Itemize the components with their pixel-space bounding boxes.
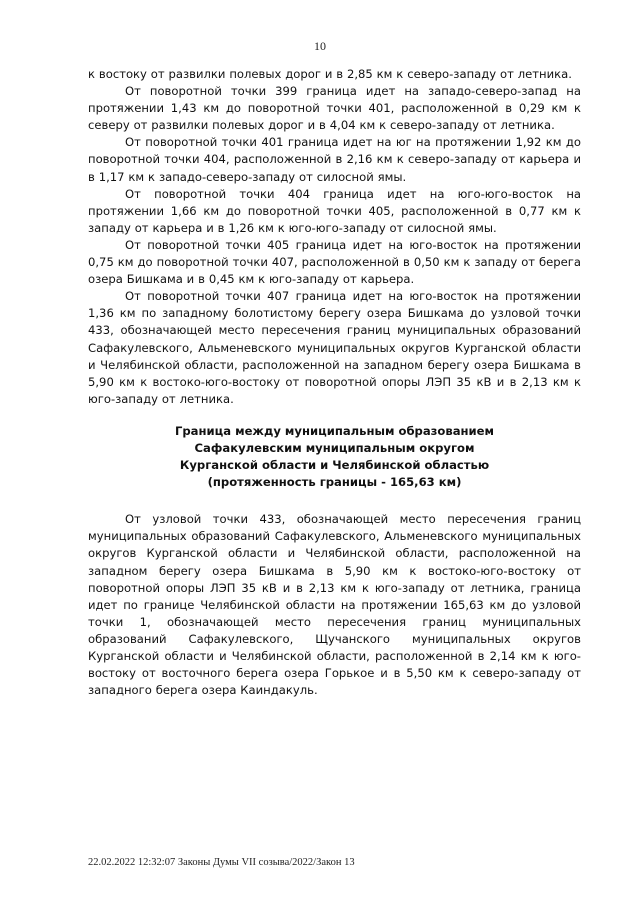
paragraph-point-404: От поворотной точки 404 граница идет на юго-юго-восток на протяжении 1,66 км до поворотной точки 405, расположенной в 0,77 км к западу от карьера и в 1,26 км к юго-юго-западу от силосной ямы. <box>88 186 581 235</box>
page-number: 10 <box>314 39 326 53</box>
heading-line-3: Курганской области и Челябинской областью <box>179 458 490 473</box>
paragraph-point-407: От поворотной точки 407 граница идет на юго-восток на протяжении 1,36 км по западному болотистому берегу озера Бишкама до узловой точки 433, обозначающей место пересечения границ муниципальных образований Сафакулевского, Альменевского муниципальных округов Курганской области и Челябинской области, расположенной на западном берегу озера Бишкама в 5,90 км к востоко-юго-востоку от поворотной опоры ЛЭП 35 кВ и в 2,13 км к юго-западу от летника. <box>88 289 581 406</box>
section-heading <box>88 423 581 491</box>
document-footer: 22.02.2022 12:32:07 Законы Думы VII созыва/2022/Закон 13 <box>88 857 355 868</box>
paragraph-point-399: От поворотной точки 399 граница идет на западо-северо-запад на протяжении 1,43 км до поворотной точки 401, расположенной в 0,29 км к северу от развилки полевых дорог и в 4,04 км к северо-западу от летника. <box>88 84 581 133</box>
heading-line-2: Сафакулевским муниципальным округом <box>194 440 475 455</box>
paragraph-point-405: От поворотной точки 405 граница идет на юго-восток на протяжении 0,75 км до поворотной точки 407, расположенной в 0,50 км к западу от берега озера Бишкама и в 0,45 км к юго-западу от карьера. <box>88 237 581 287</box>
document-body <box>88 66 581 699</box>
heading-line-1: Граница между муниципальным образованием <box>175 423 494 438</box>
paragraph-node-433: От узловой точки 433, обозначающей место пересечения границ муниципальных образований Сафакулевского, Альменевского муниципальных округов Курганской области и Челябинской области, расположенной на западном берегу озера Бишкама в 5,90 км к востоко-юго-востоку от поворотной опоры ЛЭП 35 кВ и в 2,13 км к юго-западу от летника, граница идет по границе Челябинской области на протяжении 165,63 км до узловой точки 1, обозначающей место пересечения границ муниципальных образований Сафакулевского, Щучанского муниципальных округов Курганской области и Челябинской области, расположенной в 2,14 км к юго-востоку от восточного берега озера Горькое и в 5,50 км к северо-западу от западного берега озера Каиндакуль. <box>88 512 581 698</box>
paragraph-continuation: к востоку от развилки полевых дорог и в 2,85 км к северо-западу от летника. <box>88 67 572 81</box>
paragraph-point-401: От поворотной точки 401 граница идет на юг на протяжении 1,92 км до поворотной точки 404, расположенной в 2,16 км к северо-западу от карьера и в 1,17 км к западо-северо-западу от силосной ямы. <box>88 135 581 184</box>
heading-line-4: (протяженность границы - 165,63 км) <box>207 475 462 490</box>
